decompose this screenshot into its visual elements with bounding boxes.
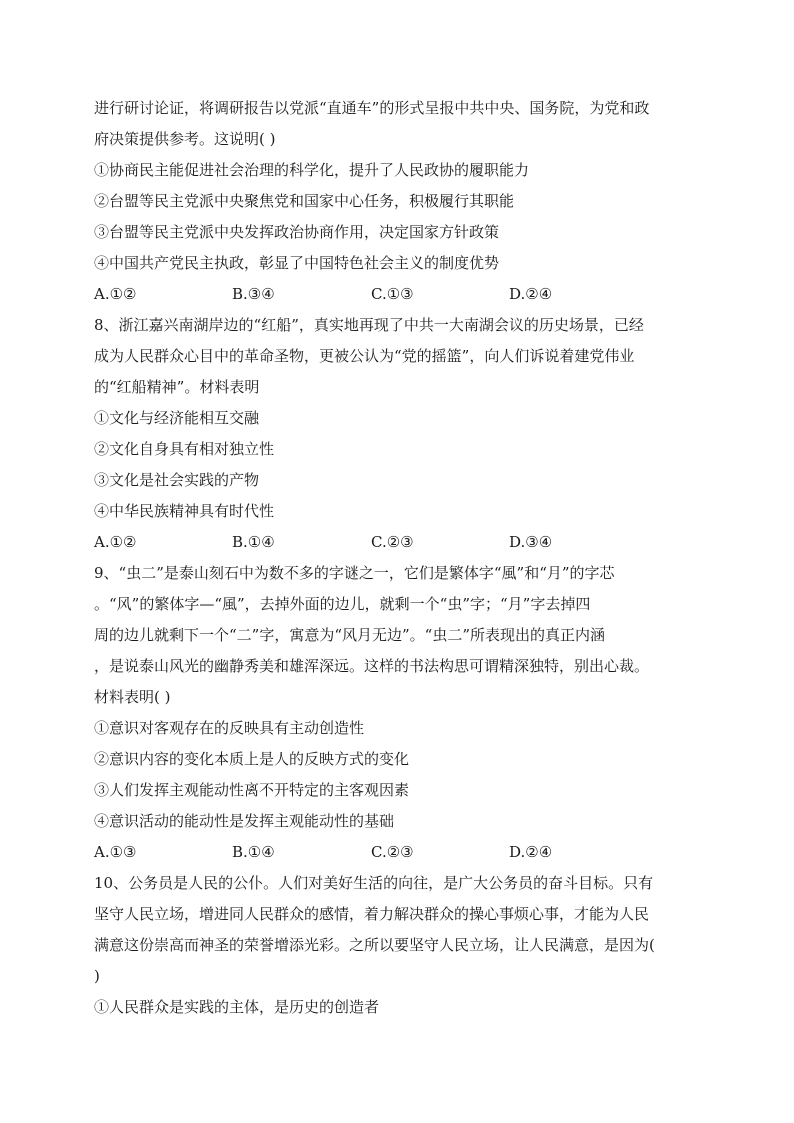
question-8-item-1: ①文化与经济能相互交融 xyxy=(94,409,260,427)
question-8-option-a: A.①② xyxy=(94,533,137,551)
question-9-item-1: ①意识对客观存在的反映具有主动创造性 xyxy=(94,719,365,737)
question-9-stem-line-5: 材料表明( ) xyxy=(94,688,171,706)
question-10 xyxy=(94,868,706,1023)
question-9 xyxy=(94,558,706,868)
question-7-option-b: B.③④ xyxy=(232,285,275,303)
question-7-item-2: ②台盟等民主党派中央聚焦党和国家中心任务，积极履行其职能 xyxy=(94,192,515,210)
question-7-options xyxy=(94,279,706,310)
question-9-option-c: C.②③ xyxy=(371,843,414,861)
question-8-item-3: ③文化是社会实践的产物 xyxy=(94,471,260,489)
question-9-stem-line-2: 。“风”的繁体字—“風”，去掉外面的边儿，就剩一个“虫”字；“月”字去掉四 xyxy=(94,595,591,613)
question-8-stem-line-3: 的“红船精神”。材料表明 xyxy=(94,378,260,396)
question-8-option-d: D.③④ xyxy=(509,533,553,551)
question-9-options xyxy=(94,837,706,868)
question-7-item-3: ③台盟等民主党派中央发挥政治协商作用，决定国家方针政策 xyxy=(94,223,500,241)
question-7-item-4: ④中国共产党民主执政，彰显了中国特色社会主义的制度优势 xyxy=(94,254,500,272)
question-8-option-b: B.①④ xyxy=(232,533,275,551)
question-9-item-2: ②意识内容的变化本质上是人的反映方式的变化 xyxy=(94,750,410,768)
question-8-item-2: ②文化自身具有相对独立性 xyxy=(94,440,275,458)
question-9-option-a: A.①③ xyxy=(94,843,137,861)
question-8-item-4: ④中华民族精神具有时代性 xyxy=(94,502,275,520)
question-9-stem-line-3: 周的边儿就剩下一个“二”字，寓意为“风月无边”。“虫二”所表现出的真正内涵 xyxy=(94,626,606,644)
question-9-option-d: D.②④ xyxy=(509,843,553,861)
question-8-stem-line-2: 成为人民群众心目中的革命圣物，更被公认为“党的摇篮”，向人们诉说着建党伟业 xyxy=(94,347,635,365)
question-10-stem-line-1: 10、公务员是人民的公仆。人们对美好生活的向往，是广大公务员的奋斗目标。只有 xyxy=(94,874,654,892)
question-9-item-3: ③人们发挥主观能动性离不开特定的主客观因素 xyxy=(94,781,410,799)
question-7 xyxy=(94,93,706,310)
question-9-option-b: B.①④ xyxy=(232,843,275,861)
question-8-options xyxy=(94,527,706,558)
question-8-option-c: C.②③ xyxy=(371,533,414,551)
question-9-stem-line-1: 9、“虫二”是泰山刻石中为数不多的字谜之一，它们是繁体字“風”和“月”的字芯 xyxy=(94,564,615,582)
page-content xyxy=(94,93,706,1023)
question-10-item-1: ①人民群众是实践的主体，是历史的创造者 xyxy=(94,998,380,1016)
question-7-stem-line-2: 府决策提供参考。这说明( ) xyxy=(94,130,276,148)
question-10-stem-line-2: 坚守人民立场，增进同人民群众的感情，着力解决群众的操心事烦心事，才能为人民 xyxy=(94,905,650,923)
question-9-item-4: ④意识活动的能动性是发挥主观能动性的基础 xyxy=(94,812,395,830)
question-8 xyxy=(94,310,706,558)
question-9-stem-line-4: ，是说泰山风光的幽静秀美和雄浑深远。这样的书法构思可谓精深独特，别出心裁。 xyxy=(94,657,650,675)
question-7-option-a: A.①② xyxy=(94,285,137,303)
question-7-item-1: ①协商民主能促进社会治理的科学化，提升了人民政协的履职能力 xyxy=(94,161,530,179)
question-10-stem-line-3: 满意这份崇高而神圣的荣誉增添光彩。之所以要坚守人民立场，让人民满意，是因为( xyxy=(94,936,655,954)
question-8-stem-line-1: 8、浙江嘉兴南湖岸边的“红船”，真实地再现了中共一大南湖会议的历史场景，已经 xyxy=(94,316,644,334)
question-7-option-c: C.①③ xyxy=(371,285,414,303)
question-10-stem-line-4: ) xyxy=(94,967,100,985)
question-7-stem-line-1: 进行研讨论证，将调研报告以党派“直通车”的形式呈报中共中央、国务院，为党和政 xyxy=(94,99,650,117)
question-7-option-d: D.②④ xyxy=(509,285,553,303)
